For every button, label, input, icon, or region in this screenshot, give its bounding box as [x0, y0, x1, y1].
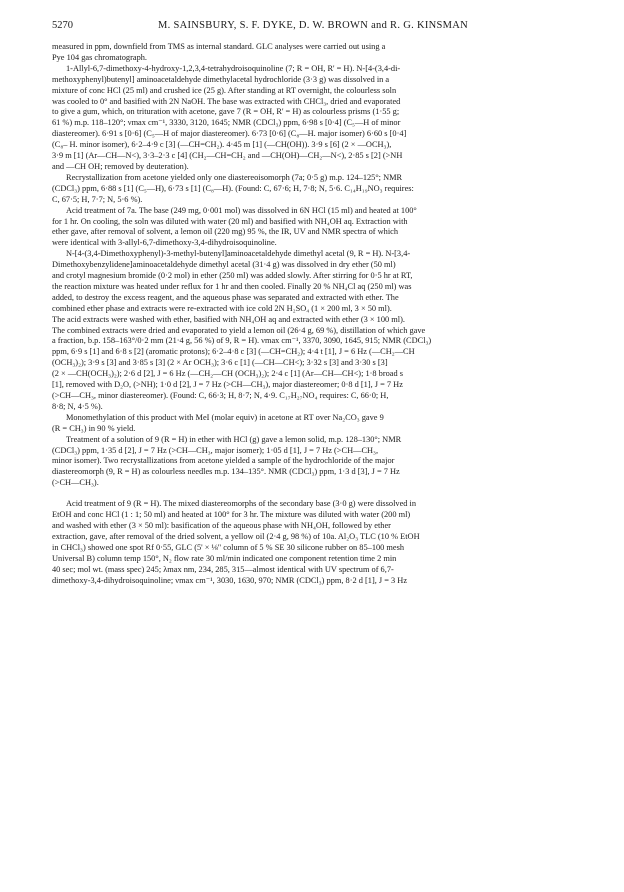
text-line: ether gave, after removal of solvent, a lemon oil (220 mg) 95 %, the IR, UV and NMR spectra of which [52, 227, 399, 237]
text-line: combined ether phase and extracts were re-extracted with ice cold 2N H₂SO₄ (1 × 200 ml, 3 × 50 ml). [52, 303, 392, 313]
text-line: Treatment of a solution of 9 (R = H) in ether with HCl (g) gave a lemon solid, m.p. 128–130°; NMR [66, 434, 402, 444]
text-line: 1-Allyl-6,7-dimethoxy-4-hydroxy-1,2,3,4-tetrahydroisoquinoline (7; R = OH, R' = H). N-[4-(3,4-di- [66, 63, 401, 73]
text-line: Recrystallization from acetone yielded only one diastereoisomorph (7a; 0·5 g) m.p. 124–125°; NMR [66, 172, 403, 182]
text-line: the reaction mixture was heated under reflux for 1 hr and then cooled. Finally 20 % NH₄Cl aq (250 ml) was [52, 281, 412, 291]
paragraph-1 [52, 42, 580, 64]
article-body [52, 42, 580, 882]
text-line: (OCH₃)₂); 3·9 s [3] and 3·85 s [3] (2 × Ar OCH₃); 3·6 c [1] (—CH—CH<); 3·32 s [3] and 3·30 s [3] [52, 358, 388, 368]
text-line: in CHCl₃) showed one spot Rf 0·55, GLC (5' × ⅛" column of 5 % SE 30 silicone rubber on 85–100 mesh [52, 542, 405, 552]
text-line: Acid treatment of 9 (R = H). The mixed diastereomorphs of the secondary base (3·0 g) were dissolved in [66, 499, 417, 509]
text-line: (C₈– H. minor isomer), 6·2–4·9 c [3] (—CH=CH₂). 4·45 m [1] (—CH(OH)). 3·9 s [6] (2 × —OCH₃), [52, 140, 392, 150]
text-line: ppm, 6·9 s [1] and 6·8 s [2] (aromatic protons); 6·2–4·8 c [3] (—CH=CH₂); 4·4 t [1], J = 6 Hz (—CH₂—CH [52, 347, 415, 357]
text-line: diastereomorph (9, R = H) as colourless needles m.p. 134–135°. NMR (CDCl₃) ppm, 1·3 d [3], J = 7 Hz [52, 467, 400, 477]
text-line: and —CH OH; removed by deuteration). [52, 161, 189, 171]
text-line: (R = CH₃) in 90 % yield. [52, 423, 136, 433]
text-line: measured in ppm, downfield from TMS as internal standard. GLC analyses were carried out using a [52, 42, 386, 51]
text-line: Pye 104 gas chromatograph. [52, 52, 148, 62]
text-line: and crotyl magnesium bromide (0·2 mol) in ether (250 ml) was added slowly. After stirring for 0·5 hr at RT, [52, 271, 413, 281]
text-line: (>CH—CH₃). [52, 478, 99, 488]
text-line: for 1 hr. On cooling, the soln was diluted with water (20 ml) and basified with NH₄OH aq. Extraction with [52, 216, 408, 226]
page-header [52, 20, 574, 34]
text-line: was cooled to 0° and basified with 2N NaOH. The base was extracted with CHCl₃, dried and evaporated [52, 96, 401, 106]
text-line: mixture of conc HCl (25 ml) and crushed ice (25 g). After standing at RT overnight, the colourless soln [52, 85, 397, 95]
text-line: added, to destroy the excess reagent, and the aqueous phase was separated and extracted with ether. The [52, 292, 399, 302]
paragraph-gap [52, 489, 580, 499]
running-head: M. SAINSBURY, S. F. DYKE, D. W. BROWN and R. G. KINSMAN [157, 20, 469, 31]
text-line: (CDCl₃) ppm, 1·35 d [2], J = 7 Hz (>CH—CH₃, major isomer); 1·05 d [1], J = 7 Hz (>CH—CH₃, [52, 445, 379, 455]
page-number: 5270 [52, 20, 73, 31]
text-line: Monomethylation of this product with MeI (molar equiv) in acetone at RT over Na₂CO₃ gave 9 [66, 412, 384, 422]
text-line: minor isomer). Two recrystallizations from acetone yielded a sample of the hydrochloride of the major [52, 456, 395, 466]
text-line: (2 × —CH(OCH₃)₂); 2·6 d [2], J = 6 Hz (—CH₂—CH (OCH₃)₂); 2·4 c [1] (Ar—CH—CH<); 1·8 broad s [52, 369, 404, 379]
text-line: (CDCl₃) ppm, 6·88 s [1] (C₅—H), 6·73 s [1] (C₈—H). (Found: C, 67·6; H, 7·8; N, 5·6. C₁₄H₁₉NO₃ requires: [52, 183, 414, 193]
text-line: 40 sec; mol wt. (mass spec) 245; λmax nm, 234, 285, 315—almost identical with UV spectrum of 6,7- [52, 564, 394, 574]
text-line: Acid treatment of 7a. The base (249 mg, 0·001 mol) was dissolved in 6N HCl (15 ml) and heated at 100° [66, 205, 417, 215]
paragraph-2 [52, 64, 580, 173]
text-line: 3·9 m [1] (Ar—CH—N<), 3·3–2·3 c [4] (CH₂—CH=CH₂ and —CH(OH)—CH₂—N<), 2·85 s [2] (>NH [52, 151, 403, 161]
text-line: a fraction, b.p. 158–163°/0·2 mm (21·4 g, 56 %) of 9, R = H). νmax cm⁻¹, 3370, 3090, 1645, 915; NMR (CDCl₃) [52, 336, 432, 346]
text-line: [1], removed with D₂O, (>NH); 1·0 d [2], J = 7 Hz (>CH—CH₃), major diastereomer; 0·8 d [1], J = 7 Hz [52, 380, 403, 390]
text-line: The acid extracts were washed with ether, basified with NH₄OH aq and extracted with ether (3 × 100 ml). [52, 314, 405, 324]
text-line: 8·8; N, 4·5 %). [52, 401, 103, 411]
text-line: methoxyphenyl)butenyl] aminoacetaldehyde dimethylacetal hydrochloride (3·3 g) was dissolved in a [52, 74, 390, 84]
paragraph-7 [52, 435, 580, 490]
text-line: The combined extracts were dried and evaporated to yield a lemon oil (26·4 g, 69 %), distillation of which gave [52, 325, 426, 335]
text-line: 61 %) m.p. 118–120°; νmax cm⁻¹, 3330, 3120, 1645; NMR (CDCl₃) ppm, 6·98 s [0·4] (C₅—H of minor [52, 118, 401, 128]
paragraph-6 [52, 413, 580, 435]
text-line: C, 67·5; H, 7·7; N, 5·6 %). [52, 194, 143, 204]
paragraph-8 [52, 499, 580, 586]
paragraph-3 [52, 173, 580, 206]
text-line: dimethoxy-3,4-dihydroisoquinoline; νmax cm⁻¹, 3030, 1630, 970; NMR (CDCl₃) ppm, 8·2 d [1], J = 3 Hz [52, 575, 408, 585]
text-line: were identical with 3-allyl-6,7-dimethoxy-3,4-dihydroisoquinoline. [52, 238, 277, 248]
paragraph-5 [52, 249, 580, 413]
text-line: EtOH and conc HCl (1 : 1; 50 ml) and heated at 100° for 3 hr. The mixture was diluted with water (200 ml) [52, 510, 411, 520]
text-line: diastereomer). 6·91 s [0·6] (C₅—H of major diastereomer). 6·73 [0·6] (C₈—H. major isomer) 6·60 s [0·4] [52, 129, 407, 139]
paragraph-4 [52, 206, 580, 250]
text-line: extraction, gave, after removal of the dried solvent, a yellow oil (2·4 g, 98 %) of 10a. Al₂O₃ TLC (10 % EtOH [52, 531, 420, 541]
text-line: Dimethoxybenzylidene]aminoacetaldehyde dimethyl acetal (31·4 g) was dissolved in dry ether (50 ml) [52, 260, 396, 270]
text-line: N-[4-(3,4-Dimethoxyphenyl)-3-methyl-butenyl]aminoacetaldehyde dimethyl acetal (9, R = H). N-[3,4- [66, 249, 411, 259]
text-line: Universal B) column temp 150°, N₂ flow rate 30 ml/min indicated one component retention time 2 min [52, 553, 397, 563]
text-line: and washed with ether (3 × 50 ml): basification of the aqueous phase with NH₄OH, followed by ether [52, 520, 391, 530]
text-line: (>CH—CH₃, minor diastereomer). (Found: C, 66·3; H, 8·7; N, 4·9. C₁₇H₂₇NO₄ requires: C, 66·0; H, [52, 391, 389, 400]
text-line: to give a gum, which, on trituration with acetone, gave 7 (R = OH, R' = H) as colourless prisms (1·55 g; [52, 107, 400, 117]
